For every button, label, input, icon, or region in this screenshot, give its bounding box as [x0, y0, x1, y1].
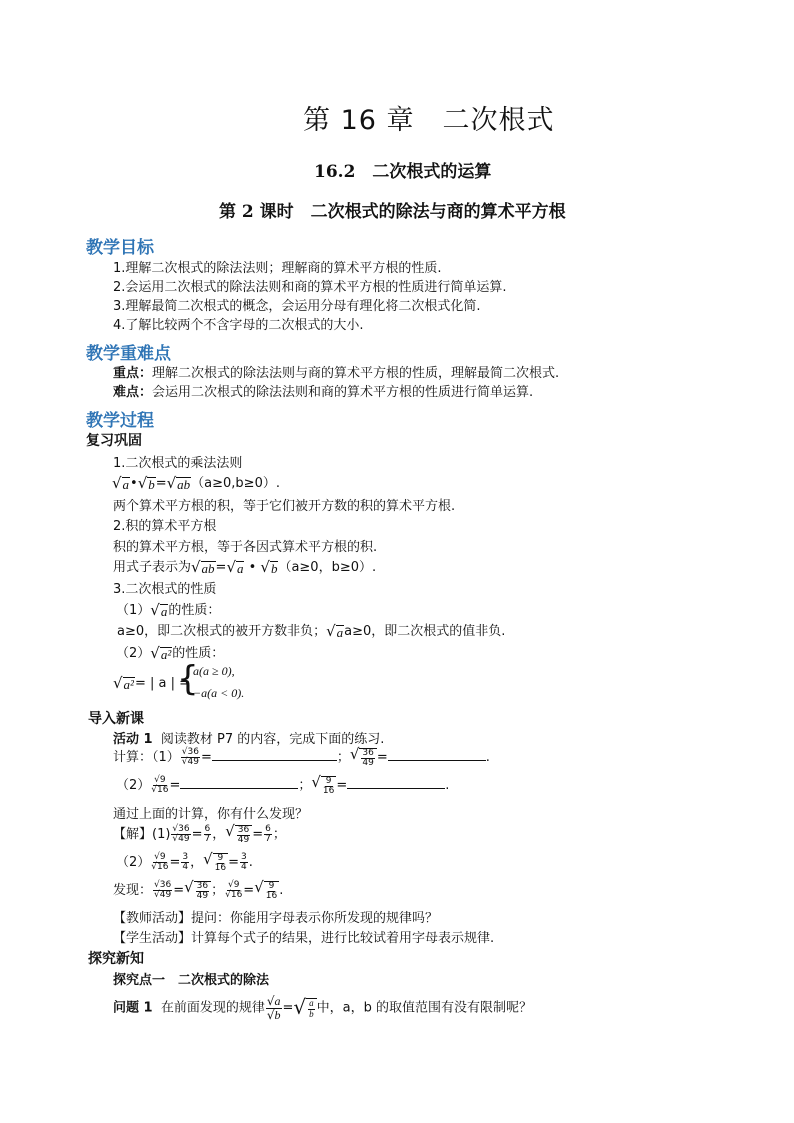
objective-item: 4.了解比较两个不含字母的二次根式的大小.: [113, 318, 364, 333]
chapter-title: 第 16 章 二次根式: [303, 105, 555, 136]
teacher-activity: [113, 907, 438, 926]
case-negative: −a(a < 0).: [193, 686, 245, 700]
solution-label: （2）: [116, 855, 151, 870]
calc-part: （2）: [116, 778, 151, 793]
property-num: （1）: [116, 603, 151, 618]
abs-equation: = | a | =: [134, 676, 190, 691]
solution-1: 【解】(1) $\frac{√36}{√49}$ = $\frac{6}{7}$ ， √ $\frac{36}{49}$ = $\frac{6}{7}$ ；: [113, 821, 286, 845]
student-activity: [113, 927, 494, 946]
explore-heading: 探究新知: [88, 951, 144, 967]
question-label: 问题 1: [113, 1000, 153, 1016]
answer-blank[interactable]: [347, 776, 445, 789]
solution-label: 【解】(1): [113, 827, 171, 842]
property-text: 的性质：: [168, 603, 221, 618]
property-text: 的性质：: [172, 646, 225, 661]
review-line: 2.积的算术平方根: [113, 519, 217, 534]
formula-prefix: 用式子表示为: [113, 560, 192, 575]
lesson-title: 第 2 课时 二次根式的除法与商的算术平方根: [219, 202, 566, 222]
property-1: （1） √ a 的性质：: [116, 601, 221, 619]
difficult-text: 会运用二次根式的除法法则和商的算术平方根的性质进行简单运算.: [152, 385, 534, 400]
question-text: 中，a，b 的取值范围有没有限制呢？: [316, 1000, 533, 1016]
review-line: 1.二次根式的乘法法则: [113, 456, 243, 471]
intro-heading: 导入新课: [88, 711, 144, 727]
discovery: 发现： $\frac{√36}{√49}$ = √ $\frac{36}{49}$ ； $\frac{√9}{√16}$ = √ $\frac{9}{16}$ .: [113, 877, 284, 901]
property-1-detail: a≥0，即二次根式的被开方数非负； √ a a≥0，即二次根式的值非负.: [117, 622, 506, 640]
property-2: （2） √ a² 的性质：: [116, 644, 225, 662]
keypoints-heading: 教学重难点: [86, 344, 171, 364]
multiplication-rule: √ a • √ b = √ ab （a≥0,b≥0）.: [112, 474, 280, 492]
teacher-text: 提问：你能用字母表示你所发现的规律吗？: [191, 911, 439, 926]
student-text: 计算每个式子的结果，进行比较试着用字母表示规律.: [191, 931, 495, 946]
question-text: 在前面发现的规律: [160, 1000, 265, 1016]
student-label: 【学生活动】: [113, 931, 192, 946]
case-positive: a(a ≥ 0),: [193, 664, 235, 678]
objective-item: 3.理解最简二次根式的概念，会运用分母有理化将二次根式化简.: [113, 299, 481, 314]
activity-1: [113, 728, 384, 747]
section-title: 16.2 二次根式的运算: [314, 162, 492, 182]
answer-blank[interactable]: [388, 748, 486, 761]
key-label: 重点：: [113, 366, 153, 381]
calc-label: 计算：（1）: [113, 750, 180, 765]
rule-condition: （a≥0,b≥0）.: [191, 476, 280, 491]
product-root-formula: 用式子表示为 √ ab = √ a • √ b （a≥0，b≥0）.: [113, 558, 377, 576]
key-point: [113, 362, 559, 381]
property-detail-a: a≥0，即二次根式的被开方数非负；: [117, 624, 327, 639]
review-line: 积的算术平方根，等于各因式算术平方根的积.: [113, 540, 378, 555]
question-1: 问题 1 在前面发现的规律 $\frac{√a}{√b}$ = √ $\frac{a}{b}$ 中，a，b 的取值范围有没有限制呢？: [113, 994, 533, 1022]
key-text: 理解二次根式的除法法则与商的算术平方根的性质，理解最简二次根式.: [152, 366, 560, 381]
review-line: 两个算术平方根的积，等于它们被开方数的积的算术平方根.: [113, 499, 456, 514]
answer-blank[interactable]: [212, 748, 337, 761]
formula-condition: （a≥0，b≥0）.: [278, 560, 377, 575]
process-heading: 教学过程: [86, 411, 154, 431]
calc-line-2: （2） $\frac{√9}{√16}$ = ； √ $\frac{9}{16}$ = .: [116, 772, 450, 796]
calc-line-1: 计算：（1） $\frac{√36}{√49}$ = ； √ $\frac{36}{49}$ = .: [113, 744, 490, 768]
brace-icon: {: [177, 659, 199, 699]
activity-label: 活动 1: [113, 732, 153, 747]
objective-item: 1.理解二次根式的除法法则；理解商的算术平方根的性质.: [113, 261, 442, 276]
explore-point: 探究点一 二次根式的除法: [113, 973, 270, 988]
property-detail-b: a≥0，即二次根式的值非负.: [344, 624, 506, 639]
review-heading: 复习巩固: [86, 433, 142, 449]
difficult-point: [113, 381, 533, 400]
activity-text: 阅读教材 P7 的内容，完成下面的练习.: [160, 732, 385, 747]
objectives-heading: 教学目标: [86, 238, 154, 258]
teacher-label: 【教师活动】: [113, 911, 192, 926]
discovery-label: 发现：: [113, 883, 153, 898]
objective-item: 2.会运用二次根式的除法法则和商的算术平方根的性质进行简单运算.: [113, 280, 507, 295]
answer-blank[interactable]: [180, 776, 298, 789]
property-num: （2）: [116, 646, 151, 661]
solution-2: （2） $\frac{√9}{√16}$ = $\frac{3}{4}$ ， √ $\frac{9}{16}$ = $\frac{3}{4}$ .: [116, 849, 253, 873]
found-question: 通过上面的计算，你有什么发现？: [113, 807, 309, 822]
difficult-label: 难点：: [113, 385, 153, 400]
review-line: 3.二次根式的性质: [113, 582, 217, 597]
